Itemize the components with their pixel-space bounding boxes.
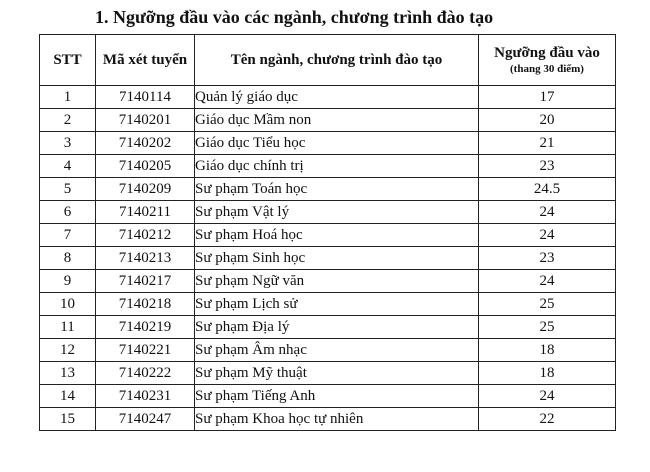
cell-threshold-score: 18	[479, 339, 616, 362]
cell-threshold-score: 25	[479, 293, 616, 316]
cell-program-name: Sư phạm Địa lý	[195, 316, 479, 339]
cell-program-name: Sư phạm Lịch sử	[195, 293, 479, 316]
table-row	[40, 247, 616, 270]
table-row	[40, 201, 616, 224]
cell-stt: 6	[40, 201, 96, 224]
cell-threshold-score: 23	[479, 247, 616, 270]
cell-threshold-score: 18	[479, 362, 616, 385]
header-score-label: Ngưỡng đầu vào	[494, 45, 600, 62]
section-heading: 1. Ngưỡng đầu vào các ngành, chương trình đào tạo	[95, 7, 494, 27]
header-score	[479, 35, 616, 86]
cell-threshold-score: 22	[479, 408, 616, 431]
cell-program-name: Giáo dục Mầm non	[195, 109, 479, 132]
cell-stt: 11	[40, 316, 96, 339]
cell-code: 7140212	[96, 224, 195, 247]
table-row	[40, 155, 616, 178]
cell-program-name: Sư phạm Mỹ thuật	[195, 362, 479, 385]
table-row	[40, 385, 616, 408]
cell-code: 7140211	[96, 201, 195, 224]
cell-stt: 9	[40, 270, 96, 293]
cell-code: 7140221	[96, 339, 195, 362]
cell-code: 7140217	[96, 270, 195, 293]
header-name: Tên ngành, chương trình đào tạo	[195, 35, 479, 86]
cell-threshold-score: 17	[479, 86, 616, 109]
cell-threshold-score: 24	[479, 385, 616, 408]
cell-program-name: Sư phạm Âm nhạc	[195, 339, 479, 362]
cell-program-name: Sư phạm Vật lý	[195, 201, 479, 224]
cell-code: 7140205	[96, 155, 195, 178]
cell-program-name: Sư phạm Ngữ văn	[195, 270, 479, 293]
cell-program-name: Sư phạm Toán học	[195, 178, 479, 201]
table-row	[40, 270, 616, 293]
table-row	[40, 362, 616, 385]
cell-stt: 12	[40, 339, 96, 362]
cell-code: 7140231	[96, 385, 195, 408]
cell-code: 7140222	[96, 362, 195, 385]
cell-threshold-score: 24.5	[479, 178, 616, 201]
cell-stt: 8	[40, 247, 96, 270]
cell-stt: 7	[40, 224, 96, 247]
table-row	[40, 132, 616, 155]
header-score-note: (thang 30 điểm)	[510, 62, 584, 75]
cell-program-name: Sư phạm Tiếng Anh	[195, 385, 479, 408]
cell-code: 7140209	[96, 178, 195, 201]
table-row	[40, 109, 616, 132]
table-row	[40, 178, 616, 201]
admission-threshold-table	[39, 34, 616, 431]
cell-program-name: Sư phạm Sinh học	[195, 247, 479, 270]
cell-threshold-score: 25	[479, 316, 616, 339]
cell-threshold-score: 21	[479, 132, 616, 155]
table-row	[40, 316, 616, 339]
cell-stt: 15	[40, 408, 96, 431]
cell-threshold-score: 20	[479, 109, 616, 132]
cell-program-name: Giáo dục chính trị	[195, 155, 479, 178]
cell-stt: 13	[40, 362, 96, 385]
cell-threshold-score: 23	[479, 155, 616, 178]
cell-code: 7140114	[96, 86, 195, 109]
cell-program-name: Sư phạm Hoá học	[195, 224, 479, 247]
cell-code: 7140201	[96, 109, 195, 132]
header-code: Mã xét tuyển	[96, 35, 195, 86]
cell-code: 7140202	[96, 132, 195, 155]
cell-stt: 4	[40, 155, 96, 178]
cell-threshold-score: 24	[479, 270, 616, 293]
table-row	[40, 224, 616, 247]
table-header	[40, 35, 616, 86]
cell-program-name: Giáo dục Tiểu học	[195, 132, 479, 155]
table-row	[40, 293, 616, 316]
cell-threshold-score: 24	[479, 224, 616, 247]
header-row	[40, 35, 616, 86]
cell-code: 7140213	[96, 247, 195, 270]
table-row	[40, 86, 616, 109]
cell-stt: 3	[40, 132, 96, 155]
cell-code: 7140247	[96, 408, 195, 431]
cell-stt: 14	[40, 385, 96, 408]
cell-code: 7140219	[96, 316, 195, 339]
cell-code: 7140218	[96, 293, 195, 316]
cell-program-name: Quản lý giáo dục	[195, 86, 479, 109]
cell-stt: 2	[40, 109, 96, 132]
cell-stt: 5	[40, 178, 96, 201]
header-stt: STT	[40, 35, 96, 86]
table-row	[40, 408, 616, 431]
cell-program-name: Sư phạm Khoa học tự nhiên	[195, 408, 479, 431]
cell-threshold-score: 24	[479, 201, 616, 224]
cell-stt: 1	[40, 86, 96, 109]
table-row	[40, 339, 616, 362]
cell-stt: 10	[40, 293, 96, 316]
table-body	[40, 86, 616, 431]
